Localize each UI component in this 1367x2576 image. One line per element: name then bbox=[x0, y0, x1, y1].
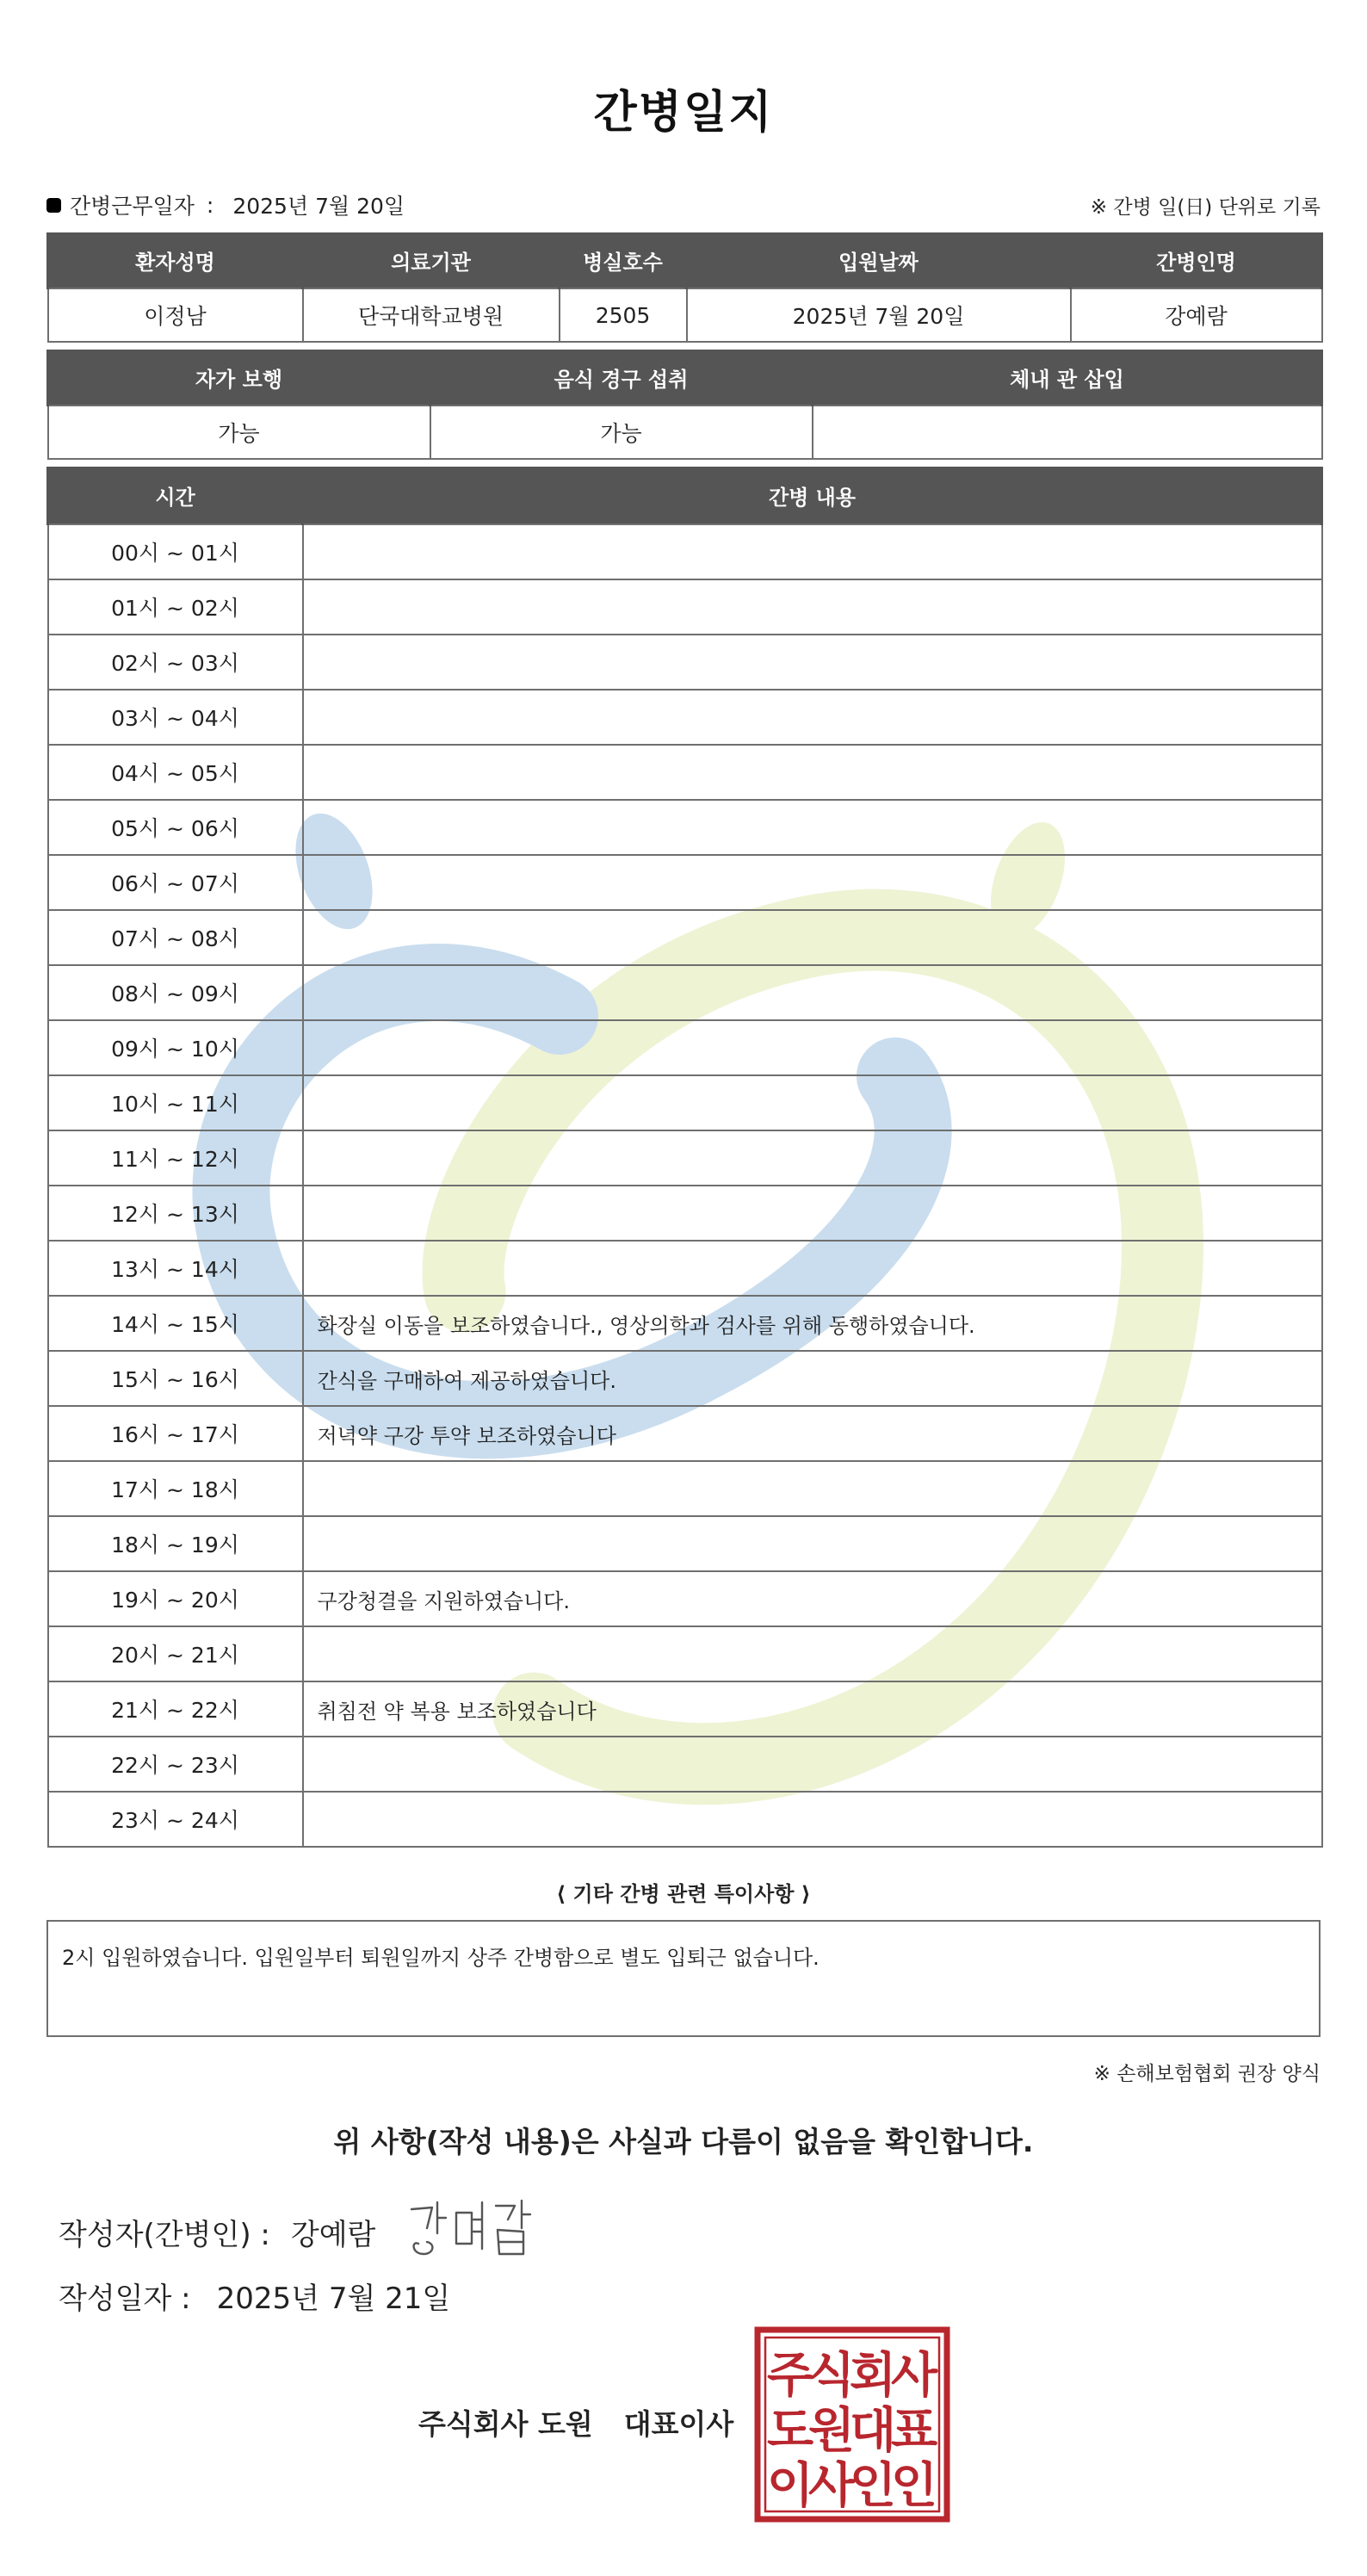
svg-text:대: 대 bbox=[849, 2403, 897, 2459]
patient-table-header bbox=[48, 232, 1322, 288]
log-row bbox=[48, 1130, 1322, 1186]
company-title: 대표이사 bbox=[623, 2407, 734, 2441]
log-content bbox=[303, 1186, 1322, 1241]
patient-status-table bbox=[46, 350, 1323, 460]
header-room-number: 병실호수 bbox=[560, 232, 687, 288]
log-time: 14시 ~ 15시 bbox=[48, 1296, 303, 1351]
log-time: 13시 ~ 14시 bbox=[48, 1241, 303, 1296]
log-time: 12시 ~ 13시 bbox=[48, 1186, 303, 1241]
svg-text:식: 식 bbox=[807, 2348, 856, 2404]
log-time: 07시 ~ 08시 bbox=[48, 910, 303, 965]
log-content bbox=[303, 1516, 1322, 1571]
log-content bbox=[303, 635, 1322, 690]
log-row bbox=[48, 910, 1322, 965]
care-log-table bbox=[46, 467, 1323, 1848]
log-row bbox=[48, 1186, 1322, 1241]
log-content bbox=[303, 800, 1322, 855]
svg-text:사: 사 bbox=[890, 2348, 938, 2404]
writer-label: 작성자(간병인) : bbox=[59, 2218, 270, 2252]
log-row bbox=[48, 1406, 1322, 1461]
log-row bbox=[48, 579, 1322, 635]
work-date-row bbox=[46, 189, 405, 220]
log-row bbox=[48, 1516, 1322, 1571]
header-tube-insertion: 체내 관 삽입 bbox=[813, 350, 1322, 406]
log-time: 18시 ~ 19시 bbox=[48, 1516, 303, 1571]
written-date-value: 2025년 7월 21일 bbox=[216, 2282, 451, 2316]
log-content bbox=[303, 579, 1322, 635]
page-title: 간병일지 bbox=[593, 87, 774, 139]
log-time: 17시 ~ 18시 bbox=[48, 1461, 303, 1516]
log-row bbox=[48, 524, 1322, 579]
notes-box bbox=[46, 1920, 1321, 2037]
bullet-square-icon bbox=[46, 198, 61, 213]
notes-text: 2시 입원하였습니다. 입원일부터 퇴원일까지 상주 간병함으로 별도 입퇴근 없습니다. bbox=[62, 1946, 820, 1970]
log-table-header bbox=[48, 467, 1322, 524]
log-row bbox=[48, 855, 1322, 910]
log-time: 08시 ~ 09시 bbox=[48, 965, 303, 1020]
svg-text:사: 사 bbox=[807, 2458, 856, 2514]
log-content bbox=[303, 1241, 1322, 1296]
writer-signature bbox=[403, 2194, 549, 2263]
header-caregiver-name: 간병인명 bbox=[1071, 232, 1322, 288]
log-content bbox=[303, 1020, 1322, 1075]
log-time: 02시 ~ 03시 bbox=[48, 635, 303, 690]
log-content bbox=[303, 1075, 1322, 1130]
log-content bbox=[303, 1626, 1322, 1681]
log-time: 09시 ~ 10시 bbox=[48, 1020, 303, 1075]
log-row bbox=[48, 690, 1322, 745]
log-time: 11시 ~ 12시 bbox=[48, 1130, 303, 1186]
svg-text:회: 회 bbox=[849, 2348, 897, 2404]
svg-text:인: 인 bbox=[890, 2458, 938, 2514]
log-content bbox=[303, 1737, 1322, 1792]
caregiver-name: 강예람 bbox=[1071, 288, 1322, 342]
log-row bbox=[48, 1737, 1322, 1792]
log-time: 22시 ~ 23시 bbox=[48, 1737, 303, 1792]
log-time: 06시 ~ 07시 bbox=[48, 855, 303, 910]
log-content bbox=[303, 1461, 1322, 1516]
log-content: 저녁약 구강 투약 보조하였습니다 bbox=[303, 1406, 1322, 1461]
company-seal-stamp bbox=[754, 2326, 950, 2523]
log-row bbox=[48, 1571, 1322, 1626]
log-row bbox=[48, 1792, 1322, 1847]
log-time: 05시 ~ 06시 bbox=[48, 800, 303, 855]
header-patient-name: 환자성명 bbox=[48, 232, 303, 288]
work-date-separator: : bbox=[206, 192, 214, 218]
log-row bbox=[48, 800, 1322, 855]
patient-table-values bbox=[48, 288, 1322, 342]
header-walking: 자가 보행 bbox=[48, 350, 430, 406]
svg-text:원: 원 bbox=[807, 2403, 856, 2459]
hospital-name: 단국대학교병원 bbox=[303, 288, 560, 342]
log-content bbox=[303, 690, 1322, 745]
log-content: 화장실 이동을 보조하였습니다., 영상의학과 검사를 위해 동행하였습니다. bbox=[303, 1296, 1322, 1351]
svg-text:도: 도 bbox=[766, 2403, 814, 2459]
header-care-content: 간병 내용 bbox=[303, 467, 1322, 524]
log-row bbox=[48, 1351, 1322, 1406]
writer-name: 강예람 bbox=[290, 2218, 376, 2252]
log-row bbox=[48, 1681, 1322, 1737]
log-content bbox=[303, 1792, 1322, 1847]
record-unit-note: ※ 간병 일(日) 단위로 기록 bbox=[1090, 196, 1321, 219]
log-content: 간식을 구매하여 제공하였습니다. bbox=[303, 1351, 1322, 1406]
log-time: 04시 ~ 05시 bbox=[48, 745, 303, 800]
log-content bbox=[303, 1130, 1322, 1186]
log-content: 구강청결을 지원하였습니다. bbox=[303, 1571, 1322, 1626]
log-content bbox=[303, 910, 1322, 965]
status-table-header bbox=[48, 350, 1322, 406]
log-row bbox=[48, 1075, 1322, 1130]
company-signature-line bbox=[418, 2402, 733, 2443]
log-time: 19시 ~ 20시 bbox=[48, 1571, 303, 1626]
header-hospital: 의료기관 bbox=[303, 232, 560, 288]
tube-insertion-status bbox=[813, 406, 1322, 459]
notes-heading: ⟨ 기타 간병 관련 특이사항 ⟩ bbox=[556, 1882, 811, 1906]
writer-row bbox=[59, 2211, 375, 2253]
log-row bbox=[48, 1626, 1322, 1681]
patient-info-table bbox=[46, 232, 1323, 343]
admission-date: 2025년 7월 20일 bbox=[687, 288, 1071, 342]
log-row bbox=[48, 965, 1322, 1020]
status-table-values bbox=[48, 406, 1322, 459]
log-time: 21시 ~ 22시 bbox=[48, 1681, 303, 1737]
log-time: 00시 ~ 01시 bbox=[48, 524, 303, 579]
walking-status: 가능 bbox=[48, 406, 430, 459]
svg-text:주: 주 bbox=[766, 2348, 814, 2404]
log-content bbox=[303, 745, 1322, 800]
svg-text:인: 인 bbox=[849, 2458, 897, 2514]
log-row bbox=[48, 635, 1322, 690]
work-date-value: 2025년 7월 20일 bbox=[232, 194, 405, 219]
written-date-label: 작성일자 : bbox=[59, 2282, 191, 2316]
log-table-body bbox=[48, 524, 1322, 1847]
log-content bbox=[303, 524, 1322, 579]
room-number: 2505 bbox=[560, 288, 687, 342]
patient-name: 이정남 bbox=[48, 288, 303, 342]
recommended-form-note: ※ 손해보험협회 권장 양식 bbox=[1093, 2063, 1321, 2085]
log-time: 03시 ~ 04시 bbox=[48, 690, 303, 745]
log-time: 15시 ~ 16시 bbox=[48, 1351, 303, 1406]
header-oral-intake: 음식 경구 섭취 bbox=[430, 350, 813, 406]
oral-intake-status: 가능 bbox=[430, 406, 813, 459]
header-admission-date: 입원날짜 bbox=[687, 232, 1071, 288]
log-time: 10시 ~ 11시 bbox=[48, 1075, 303, 1130]
log-time: 20시 ~ 21시 bbox=[48, 1626, 303, 1681]
log-time: 23시 ~ 24시 bbox=[48, 1792, 303, 1847]
svg-text:표: 표 bbox=[890, 2403, 938, 2459]
written-date-row bbox=[59, 2275, 450, 2317]
log-content bbox=[303, 965, 1322, 1020]
company-name: 주식회사 도원 bbox=[418, 2407, 593, 2441]
confirmation-statement: 위 사항(작성 내용)은 사실과 다름이 없음을 확인합니다. bbox=[333, 2125, 1034, 2158]
svg-text:이: 이 bbox=[766, 2458, 814, 2514]
log-content bbox=[303, 855, 1322, 910]
header-time: 시간 bbox=[48, 467, 303, 524]
log-row bbox=[48, 1461, 1322, 1516]
log-row bbox=[48, 1020, 1322, 1075]
log-content: 취침전 약 복용 보조하였습니다 bbox=[303, 1681, 1322, 1737]
log-time: 16시 ~ 17시 bbox=[48, 1406, 303, 1461]
log-row bbox=[48, 745, 1322, 800]
log-row bbox=[48, 1241, 1322, 1296]
work-date-label: 간병근무일자 bbox=[70, 194, 195, 219]
log-row bbox=[48, 1296, 1322, 1351]
log-time: 01시 ~ 02시 bbox=[48, 579, 303, 635]
